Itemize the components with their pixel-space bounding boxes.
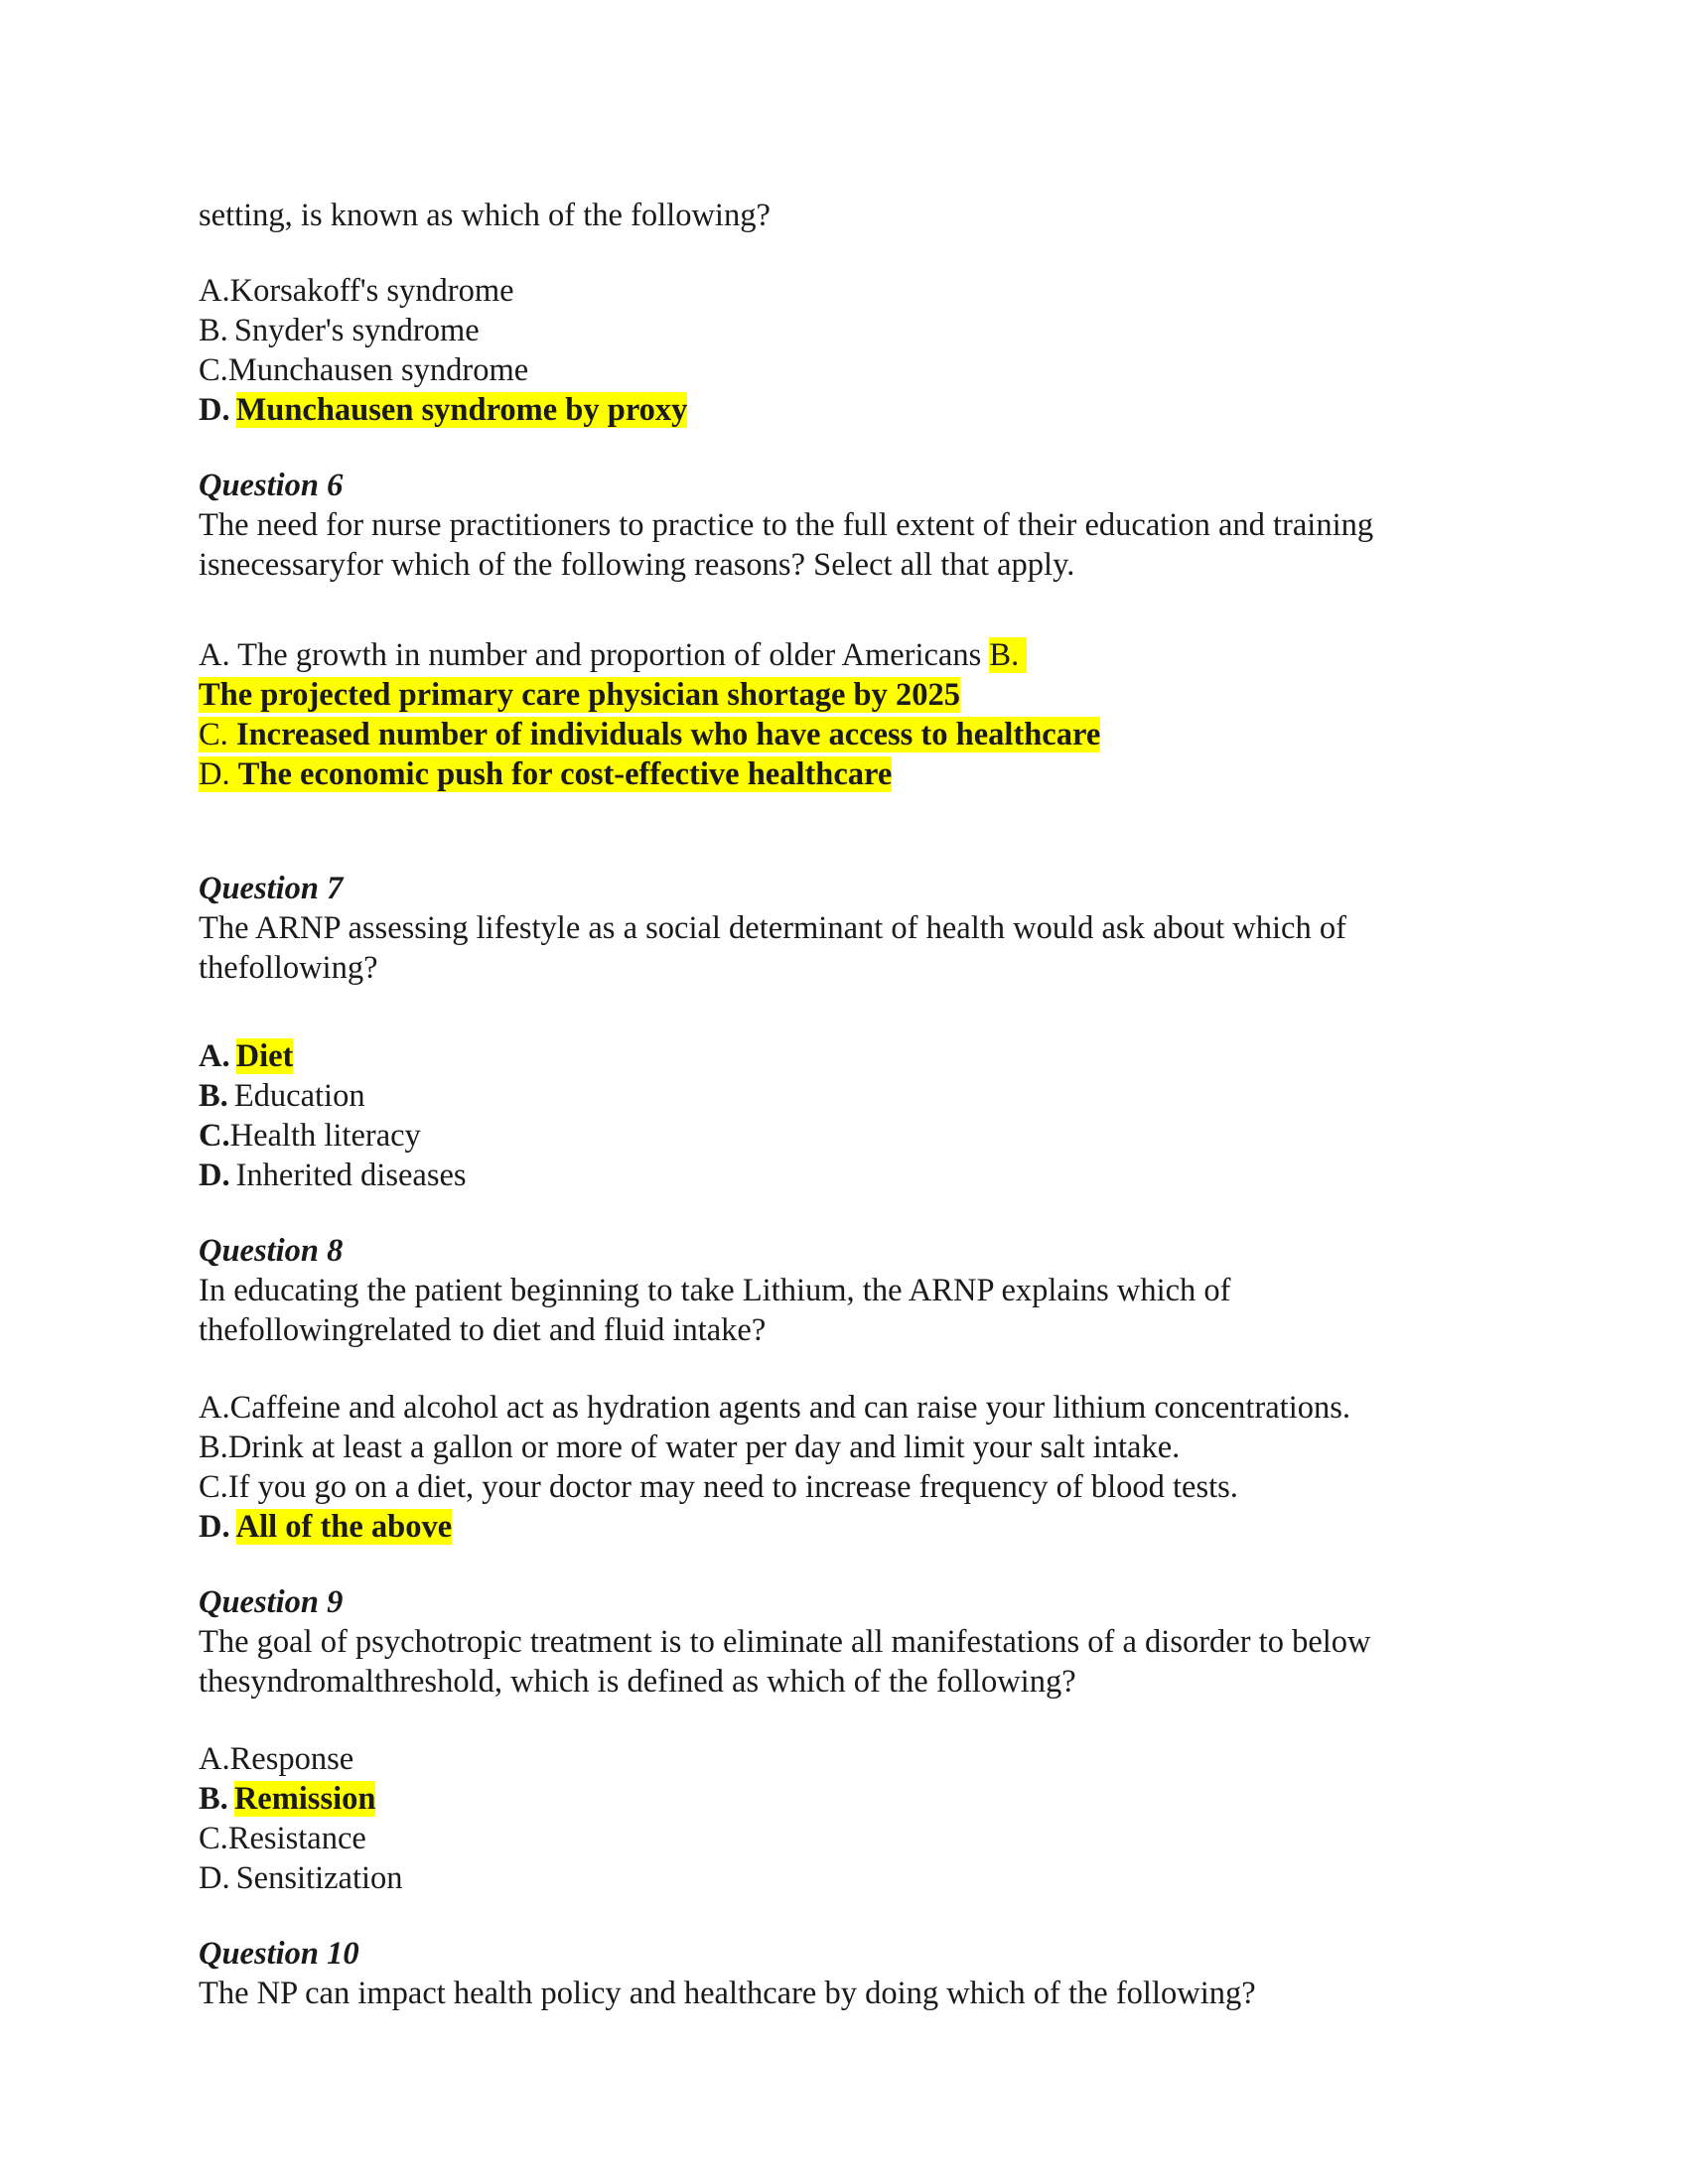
q8-option-b <box>199 1428 1180 1467</box>
option-text: Drink at least a gallon or more of water per day and limit your salt intake. <box>227 1430 1181 1465</box>
q8-text-line-1: In educating the patient beginning to take Lithium, the ARNP explains which of <box>199 1273 1231 1308</box>
q6-text-line-1: The need for nurse practitioners to practice to the full extent of their education and training <box>199 507 1374 543</box>
answer-highlight-b-label: B. <box>989 637 1020 673</box>
q5-option-d-answer <box>199 390 687 430</box>
q9-text-line-1: The goal of psychotropic treatment is to eliminate all manifestations of a disorder to below <box>199 1624 1371 1660</box>
option-label: D. <box>199 1509 230 1545</box>
answer-highlight: The projected primary care physician shortage by 2025 <box>199 677 961 713</box>
option-label: A. <box>199 1390 230 1426</box>
q10-text-line-1: The NP can impact health policy and healthcare by doing which of the following? <box>199 1976 1256 2011</box>
q5-option-b <box>199 311 480 350</box>
option-text: Education <box>233 1078 365 1114</box>
q5-option-c <box>199 350 528 390</box>
option-label: B. <box>199 313 228 348</box>
q9-option-d <box>199 1858 403 1898</box>
option-text: Inherited diseases <box>235 1158 467 1193</box>
answer-highlight: Remission <box>233 1781 376 1817</box>
option-text: Response <box>229 1741 354 1777</box>
highlight-filler <box>228 717 236 752</box>
q7-option-d <box>199 1156 467 1195</box>
q5-option-a <box>199 271 514 311</box>
answer-highlight: All of the above <box>235 1509 453 1545</box>
q8-option-a <box>199 1388 1350 1428</box>
option-label: C. <box>199 1821 228 1856</box>
q9-option-b-answer <box>199 1779 375 1819</box>
option-label: C. <box>199 1118 230 1154</box>
answer-highlight: Diet <box>235 1038 294 1074</box>
q7-text-line-1: The ARNP assessing lifestyle as a social determinant of health would ask about which of <box>199 910 1346 946</box>
option-text: Caffeine and alcohol act as hydration agents and can raise your lithium concentrations. <box>229 1390 1351 1426</box>
q9-text-line-2: thesyndromalthreshold, which is defined as which of the following? <box>199 1664 1076 1700</box>
q7-option-a-answer <box>199 1036 293 1076</box>
highlight-filler <box>230 756 238 792</box>
option-label: C. <box>199 352 228 388</box>
option-label: D. <box>199 1860 230 1896</box>
q8-text-line-2: thefollowingrelated to diet and fluid intake? <box>199 1312 767 1348</box>
q6-option-b-answer <box>199 675 960 715</box>
answer-highlight: The economic push for cost-effective healthcare <box>237 756 893 792</box>
q10-heading: Question 10 <box>199 1936 359 1972</box>
q9-option-a <box>199 1739 353 1779</box>
q7-text-line-2: thefollowing? <box>199 950 378 986</box>
highlight-filler <box>1019 637 1027 673</box>
q9-heading: Question 9 <box>199 1584 344 1620</box>
option-label: D. <box>199 1158 230 1193</box>
option-label: A. <box>199 1741 230 1777</box>
option-text: Korsakoff's syndrome <box>229 273 514 309</box>
q6-text-line-2: isnecessaryfor which of the following reasons? Select all that apply. <box>199 547 1075 583</box>
option-label: C. <box>199 717 228 752</box>
option-text: A. The growth in number and proportion of older Americans <box>199 637 982 673</box>
q6-heading: Question 6 <box>199 468 344 503</box>
q5-text-continuation: setting, is known as which of the following? <box>199 198 771 233</box>
option-label: A. <box>199 273 230 309</box>
option-text: Snyder's syndrome <box>233 313 480 348</box>
q6-option-c-answer <box>199 715 1100 754</box>
answer-highlight: Increased number of individuals who have access to healthcare <box>235 717 1101 752</box>
option-text: Health literacy <box>229 1118 421 1154</box>
q7-option-c <box>199 1116 421 1156</box>
q7-option-b <box>199 1076 365 1116</box>
option-text: If you go on a diet, your doctor may need to increase frequency of blood tests. <box>227 1469 1238 1505</box>
answer-highlight: Munchausen syndrome by proxy <box>235 392 688 428</box>
option-label: D. <box>199 392 230 428</box>
q6-option-a <box>199 635 1027 675</box>
option-label: B. <box>199 1078 228 1114</box>
option-label: B. <box>199 1430 228 1465</box>
q8-option-d-answer <box>199 1507 452 1547</box>
q9-option-c <box>199 1819 366 1858</box>
option-text: Munchausen syndrome <box>227 352 529 388</box>
option-text: Sensitization <box>235 1860 403 1896</box>
option-label: B. <box>199 1781 228 1817</box>
q6-option-d-answer <box>199 754 892 794</box>
q7-heading: Question 7 <box>199 871 344 906</box>
option-label: D. <box>199 756 230 792</box>
option-text: Resistance <box>227 1821 366 1856</box>
option-label: A. <box>199 1038 230 1074</box>
q8-heading: Question 8 <box>199 1233 344 1269</box>
option-label: C. <box>199 1469 228 1505</box>
q8-option-c <box>199 1467 1238 1507</box>
